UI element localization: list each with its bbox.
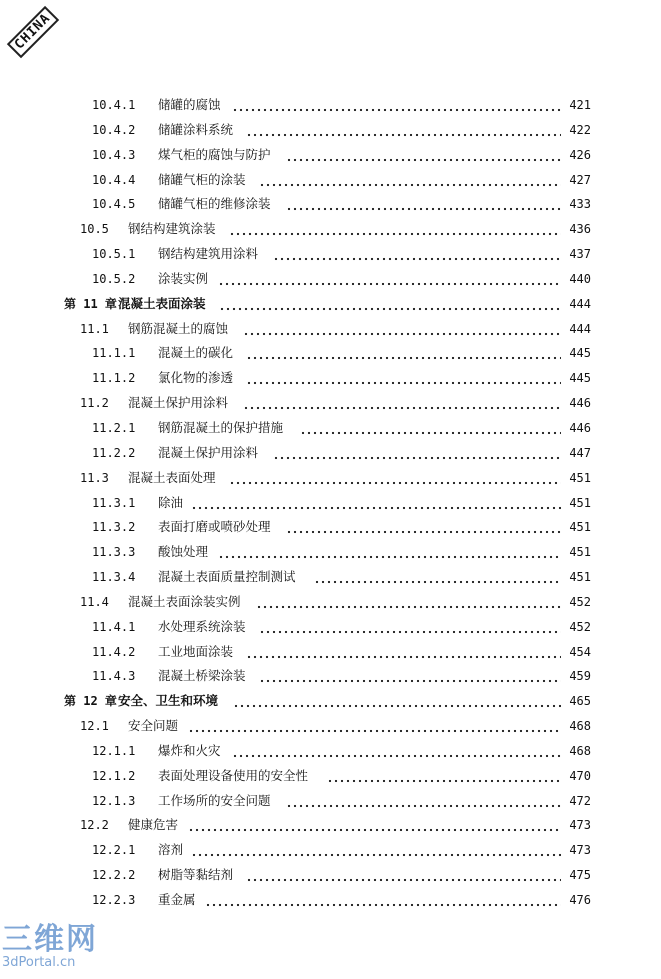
toc-entry <box>0 640 661 665</box>
toc-entry-page: 473 <box>569 818 591 833</box>
toc-entry-title: 工业地面涂装 <box>158 643 234 659</box>
toc-entry-page: 451 <box>569 545 591 560</box>
toc-entry-number: 10.4.4 <box>92 172 136 187</box>
toc-entry-page: 459 <box>569 669 591 684</box>
toc-entry <box>0 515 661 540</box>
toc-entry-number: 11.3 <box>80 470 109 485</box>
china-stamp: CHINA <box>7 6 59 58</box>
site-watermark <box>2 922 132 971</box>
toc-entry-number: 11.4.3 <box>92 669 136 684</box>
toc-leader-dots <box>188 813 561 838</box>
toc-entry <box>0 789 661 814</box>
toc-entry-title: 涂装实例 <box>158 270 209 286</box>
toc-leader-dots <box>286 192 561 217</box>
toc-entry <box>0 664 661 689</box>
toc-leader-dots <box>205 888 561 913</box>
toc-entry-number: 12.2.1 <box>92 843 136 858</box>
toc-entry-page: 454 <box>569 644 591 659</box>
toc-entry <box>0 739 661 764</box>
toc-entry <box>0 888 661 913</box>
toc-entry <box>0 863 661 888</box>
toc-entry-number: 11.1.1 <box>92 346 136 361</box>
toc-chapter-entry <box>0 292 661 317</box>
toc-entry-title: 储罐的腐蚀 <box>158 97 221 112</box>
toc-entry <box>0 341 661 366</box>
toc-entry-title: 树脂等黏结剂 <box>158 867 234 883</box>
toc-entry <box>0 838 661 863</box>
toc-entry-page: 422 <box>569 122 591 137</box>
toc-entry-title: 除油 <box>158 494 184 510</box>
toc-entry-number: 11.1.2 <box>92 371 136 386</box>
toc-entry <box>0 466 661 491</box>
toc-leader-dots <box>246 341 561 366</box>
toc-leader-dots <box>218 267 561 292</box>
toc-entry-title: 混凝土表面涂装实例 <box>128 593 241 609</box>
toc-leader-dots <box>188 714 561 739</box>
toc-entry-page: 451 <box>569 520 591 535</box>
toc-entry-title: 储罐涂料系统 <box>158 121 234 137</box>
toc-entry-number: 10.4.2 <box>92 122 136 137</box>
toc-entry-number: 12.2.2 <box>92 868 136 883</box>
toc-entry-page: 446 <box>569 420 591 435</box>
toc-leader-dots <box>229 217 561 242</box>
toc-entry-number: 11.3.1 <box>92 495 136 510</box>
toc-entry-title: 钢筋混凝土的腐蚀 <box>128 320 229 336</box>
toc-entry <box>0 565 661 590</box>
toc-leader-dots <box>314 565 561 590</box>
toc-entry-title: 健康危害 <box>128 817 179 833</box>
toc-entry-title: 表面处理设备使用的安全性 <box>158 767 309 783</box>
toc-entry-page: 447 <box>569 445 591 460</box>
toc-leader-dots <box>243 317 561 342</box>
table-of-contents <box>0 93 661 913</box>
toc-entry <box>0 441 661 466</box>
toc-entry <box>0 590 661 615</box>
toc-chapter-entry <box>0 689 661 714</box>
toc-entry-page: 452 <box>569 619 591 634</box>
toc-entry-page: 451 <box>569 495 591 510</box>
toc-entry-title: 重金属 <box>158 892 196 907</box>
toc-leader-dots <box>191 838 561 863</box>
toc-entry-number: 11.3.4 <box>92 570 136 585</box>
toc-leader-dots <box>256 590 561 615</box>
toc-entry-title: 表面打磨或喷砂处理 <box>158 519 271 535</box>
toc-entry-number: 12.2.3 <box>92 893 136 907</box>
toc-entry-page: 444 <box>569 321 591 336</box>
toc-entry-page: 437 <box>569 247 591 262</box>
toc-entry-number: 12.1.3 <box>92 793 136 808</box>
toc-entry-title: 酸蚀处理 <box>158 544 209 560</box>
toc-entry-number: 11.3.3 <box>92 545 136 560</box>
toc-leader-dots <box>286 143 561 168</box>
toc-entry <box>0 391 661 416</box>
toc-leader-dots <box>246 366 561 391</box>
toc-entry <box>0 491 661 516</box>
toc-entry-number: 12.2 <box>80 818 109 833</box>
toc-entry-page: 472 <box>569 793 591 808</box>
toc-entry-page: 468 <box>569 743 591 758</box>
toc-leader-dots <box>286 789 561 814</box>
toc-entry-title: 水处理系统涂装 <box>158 618 246 634</box>
toc-leader-dots <box>232 93 561 118</box>
toc-entry-page: 433 <box>569 197 591 212</box>
toc-entry-page: 426 <box>569 147 591 162</box>
toc-entry <box>0 217 661 242</box>
toc-entry-page: 427 <box>569 172 591 187</box>
toc-leader-dots <box>259 168 561 193</box>
toc-entry-page: 446 <box>569 396 591 411</box>
toc-entry-page: 452 <box>569 594 591 609</box>
toc-entry <box>0 192 661 217</box>
toc-leader-dots <box>273 441 561 466</box>
toc-entry-title: 储罐气柜的维修涂装 <box>158 196 271 212</box>
toc-entry-title: 混凝土表面质量控制测试 <box>158 569 296 585</box>
toc-entry-page: 444 <box>569 296 591 311</box>
toc-entry-title: 安全问题 <box>128 718 179 734</box>
toc-entry-number: 10.4.5 <box>92 197 136 212</box>
toc-entry-page: 451 <box>569 570 591 585</box>
toc-leader-dots <box>229 466 561 491</box>
toc-entry-number: 12.1.1 <box>92 743 136 758</box>
toc-entry-number: 11.2 <box>80 396 109 411</box>
toc-leader-dots <box>246 863 561 888</box>
toc-entry-page: 445 <box>569 371 591 386</box>
toc-leader-dots <box>218 540 561 565</box>
toc-entry-title: 钢筋混凝土的保护措施 <box>158 419 284 435</box>
toc-leader-dots <box>246 118 561 143</box>
toc-entry-number: 10.5 <box>80 222 109 237</box>
toc-entry-title: 煤气柜的腐蚀与防护 <box>158 146 271 162</box>
toc-entry <box>0 93 661 118</box>
toc-entry <box>0 714 661 739</box>
toc-entry-title: 爆炸和火灾 <box>158 742 221 758</box>
toc-leader-dots <box>259 664 561 689</box>
toc-entry-number: 第 12 章 <box>64 694 117 709</box>
toc-entry <box>0 118 661 143</box>
toc-leader-dots <box>300 416 561 441</box>
toc-entry-title: 溶剂 <box>158 842 184 858</box>
watermark-logo-text: 三维网 <box>2 922 98 957</box>
toc-entry <box>0 615 661 640</box>
toc-entry-number: 12.1.2 <box>92 768 136 783</box>
toc-leader-dots <box>246 640 561 665</box>
toc-entry-number: 11.4.2 <box>92 644 136 659</box>
toc-entry-title: 混凝土的碳化 <box>158 345 234 361</box>
toc-entry-number: 11.2.1 <box>92 420 136 435</box>
toc-entry-number: 11.4.1 <box>92 619 136 634</box>
toc-entry-title: 氯化物的渗透 <box>158 370 234 386</box>
toc-entry-page: 440 <box>569 271 591 286</box>
toc-entry-page: 470 <box>569 768 591 783</box>
toc-entry-page: 468 <box>569 719 591 734</box>
toc-entry-page: 475 <box>569 868 591 883</box>
toc-entry-number: 11.1 <box>80 321 109 336</box>
toc-entry <box>0 540 661 565</box>
toc-entry-number: 11.3.2 <box>92 520 136 535</box>
toc-entry-page: 465 <box>569 694 591 709</box>
toc-entry-page: 421 <box>569 98 591 112</box>
toc-leader-dots <box>286 515 561 540</box>
toc-leader-dots <box>191 491 561 516</box>
toc-entry <box>0 317 661 342</box>
toc-entry <box>0 813 661 838</box>
toc-entry-title: 工作场所的安全问题 <box>158 792 271 808</box>
toc-entry-title: 混凝土表面处理 <box>128 469 216 485</box>
toc-entry <box>0 764 661 789</box>
watermark-url: 3dPortal.cn <box>2 955 76 970</box>
toc-entry-number: 10.5.1 <box>92 247 136 262</box>
toc-entry <box>0 168 661 193</box>
toc-entry-page: 476 <box>569 893 591 907</box>
toc-entry-number: 第 11 章 <box>64 296 117 311</box>
toc-entry <box>0 416 661 441</box>
toc-entry-title: 混凝土桥梁涂装 <box>158 668 246 684</box>
toc-entry-page: 436 <box>569 222 591 237</box>
toc-entry <box>0 267 661 292</box>
toc-entry-number: 10.4.3 <box>92 147 136 162</box>
toc-leader-dots <box>233 689 561 714</box>
toc-entry-number: 11.2.2 <box>92 445 136 460</box>
toc-entry-page: 473 <box>569 843 591 858</box>
toc-entry <box>0 366 661 391</box>
toc-leader-dots <box>327 764 561 789</box>
toc-leader-dots <box>259 615 561 640</box>
toc-entry-number: 10.4.1 <box>92 98 136 112</box>
toc-leader-dots <box>232 739 561 764</box>
toc-leader-dots <box>219 292 561 317</box>
toc-entry-title: 安全、卫生和环境 <box>118 693 219 709</box>
toc-entry-title: 混凝土保护用涂料 <box>128 395 229 411</box>
toc-entry <box>0 242 661 267</box>
toc-entry-title: 储罐气柜的涂装 <box>158 171 246 187</box>
toc-entry <box>0 143 661 168</box>
toc-entry-page: 445 <box>569 346 591 361</box>
toc-entry-page: 451 <box>569 470 591 485</box>
toc-leader-dots <box>273 242 561 267</box>
toc-entry-number: 12.1 <box>80 719 109 734</box>
toc-entry-title: 钢结构建筑涂装 <box>128 221 216 237</box>
toc-entry-number: 10.5.2 <box>92 271 136 286</box>
toc-entry-title: 混凝土保护用涂料 <box>158 444 259 460</box>
toc-leader-dots <box>243 391 561 416</box>
toc-entry-title: 混凝土表面涂装 <box>118 295 206 311</box>
toc-entry-title: 钢结构建筑用涂料 <box>158 246 259 262</box>
toc-entry-number: 11.4 <box>80 594 109 609</box>
